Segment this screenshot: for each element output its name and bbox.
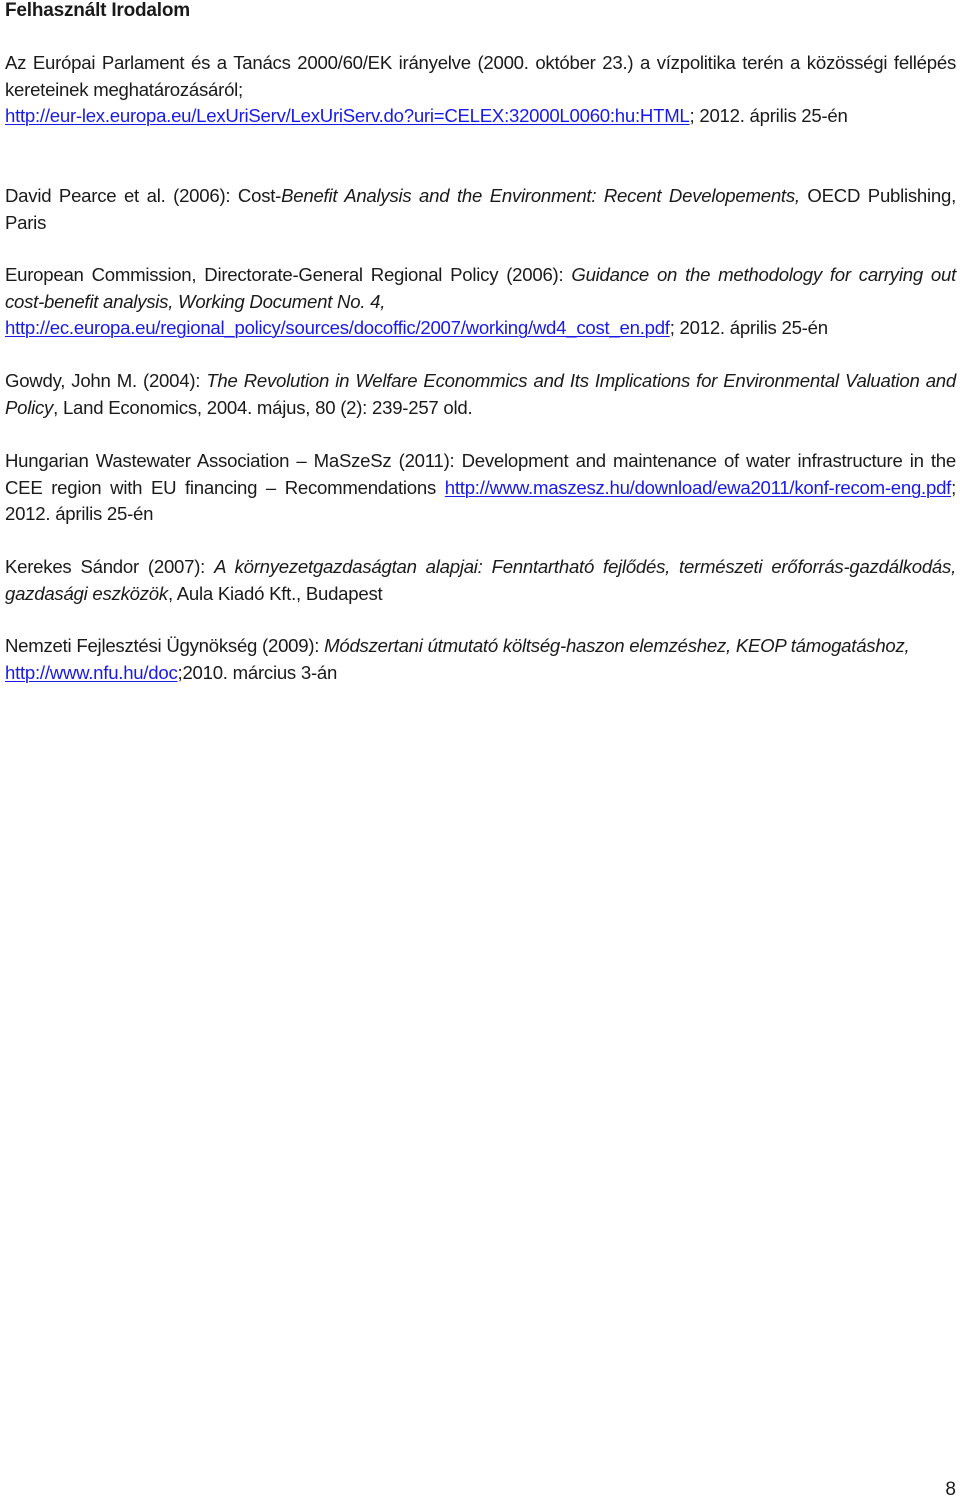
- reference-title: Guidance on the methodology for carrying out cost-benefit analysis, Working Document No. 4,: [5, 264, 956, 312]
- reference-text: Az Európai Parlament és a Tanács 2000/60/EK irányelve (2000. október 23.) a vízpolitika terén a közösségi fellépés kereteinek meghatározásáról;: [5, 52, 956, 100]
- reference-title: Benefit Analysis and the Environment: Recent Developements,: [281, 185, 800, 206]
- reference-publisher: , Land Economics, 2004. május, 80 (2): 239-257 old.: [53, 396, 473, 418]
- reference-author: David Pearce et al. (2006): Cost-: [5, 185, 282, 206]
- reference-item: [5, 183, 956, 236]
- reference-link[interactable]: http://www.maszesz.hu/download/ewa2011/konf-recom-eng.pdf: [444, 476, 952, 498]
- reference-author: Kerekes Sándor (2007):: [5, 556, 215, 577]
- reference-link[interactable]: http://www.nfu.hu/doc: [5, 661, 178, 683]
- reference-item: [5, 368, 956, 421]
- reference-item: [5, 50, 956, 130]
- page-number: 8: [945, 1479, 956, 1500]
- reference-item: [5, 633, 956, 686]
- reference-publisher: , Aula Kiadó Kft., Budapest: [167, 582, 383, 604]
- reference-publisher: OECD Publishing, Paris: [5, 185, 956, 233]
- reference-author: Gowdy, John M. (2004):: [5, 370, 207, 391]
- page-title: Felhasznált Irodalom: [5, 0, 190, 21]
- reference-item: [5, 262, 956, 342]
- reference-text: Hungarian Wastewater Association – MaSzeSz (2011): Development and maintenance of water infrastructure in the CEE region with EU financing – Recommendations: [5, 450, 956, 498]
- reference-title: The Revolution in Welfare Econommics and Its Implications for Environmental Valuation and Policy: [5, 370, 956, 418]
- reference-access-date: ; 2012. április 25-én: [669, 317, 828, 338]
- reference-item: [5, 448, 956, 528]
- reference-author: Nemzeti Fejlesztési Ügynökség (2009):: [5, 635, 325, 656]
- reference-link[interactable]: http://ec.europa.eu/regional_policy/sources/docoffic/2007/working/wd4_cost_en.pdf: [5, 317, 670, 338]
- reference-item: [5, 554, 956, 607]
- reference-access-date: ; 2012. április 25-én: [5, 476, 956, 524]
- reference-title: A környezetgazdaságtan alapjai: Fenntartható fejlődés, természeti erőforrás-gazdálkodás, gazdasági eszközök: [5, 556, 956, 604]
- reference-access-date: ; 2012. április 25-én: [689, 105, 848, 126]
- reference-link[interactable]: http://eur-lex.europa.eu/LexUriServ/LexUriServ.do?uri=CELEX:32000L0060:hu:HTML: [5, 105, 690, 126]
- reference-title: Módszertani útmutató költség-haszon elemzéshez, KEOP támogatáshoz,: [324, 635, 910, 656]
- reference-access-date: ;2010. március 3-án: [177, 661, 338, 683]
- reference-author: European Commission, Directorate-General Regional Policy (2006):: [5, 264, 572, 285]
